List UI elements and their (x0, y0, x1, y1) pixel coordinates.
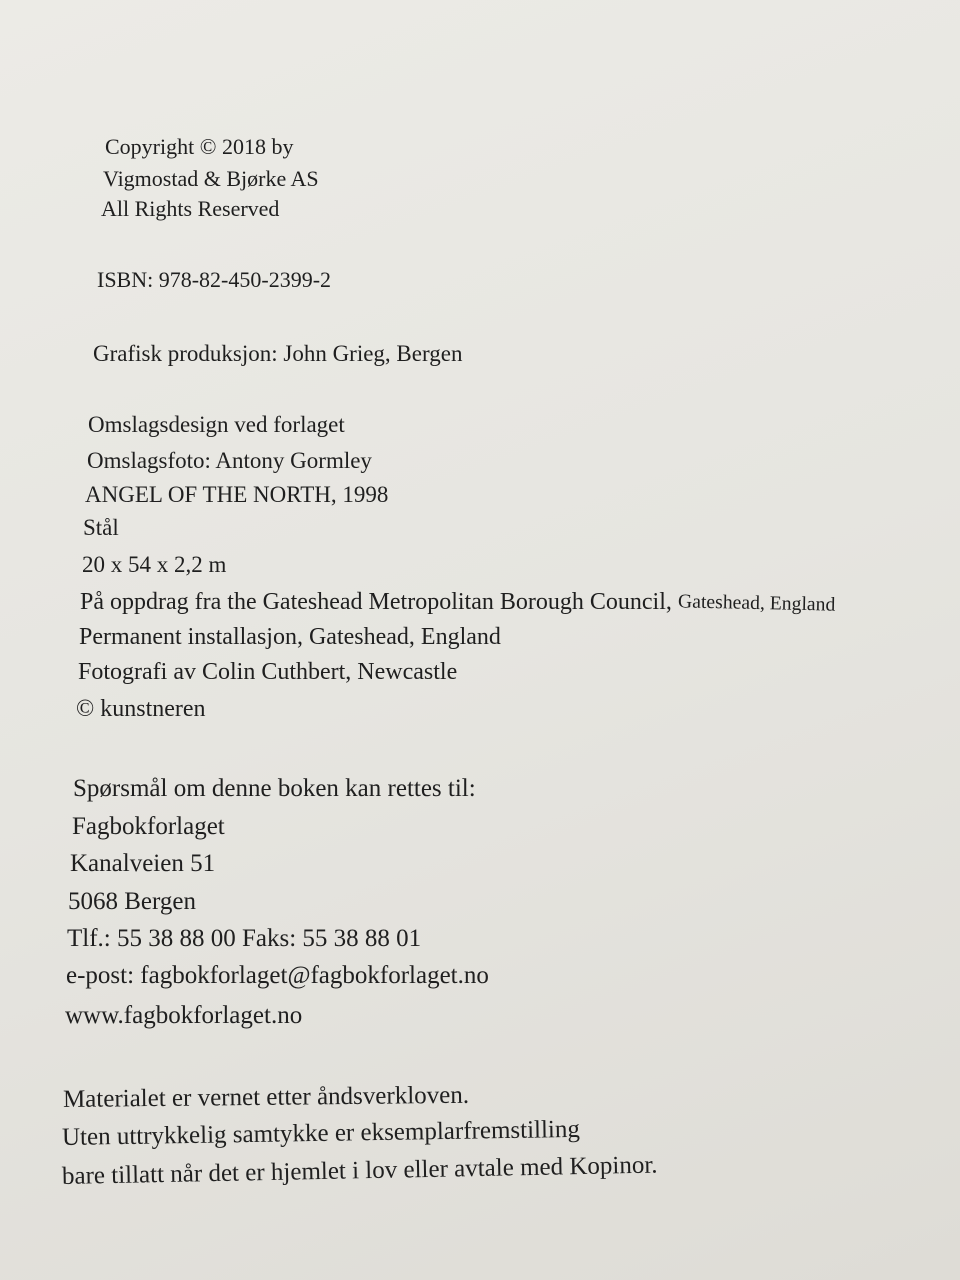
photographer-line: Fotografi av Colin Cuthbert, Newcastle (78, 659, 458, 685)
copyright-line: Copyright © 2018 by (105, 134, 294, 159)
publisher-line: Vigmostad & Bjørke AS (103, 166, 319, 191)
contact-phone: Tlf.: 55 38 88 00 Faks: 55 38 88 01 (67, 925, 422, 952)
contact-street: Kanalveien 51 (70, 850, 216, 877)
rights-line: All Rights Reserved (101, 196, 280, 221)
legal-line-1: Materialet er vernet etter åndsverkloven. (62, 1081, 470, 1113)
isbn: ISBN: 978-82-450-2399-2 (97, 267, 332, 292)
production-credit: Grafisk produksjon: John Grieg, Bergen (93, 341, 463, 366)
artwork-material: Stål (83, 515, 119, 540)
cover-photo: Omslagsfoto: Antony Gormley (87, 448, 372, 473)
installation-line: Permanent installasjon, Gateshead, England (79, 624, 501, 650)
cover-design: Omslagsdesign ved forlaget (88, 412, 345, 437)
contact-city: 5068 Bergen (68, 888, 196, 915)
commission-line (80, 590, 835, 614)
contact-name: Fagbokforlaget (72, 813, 225, 840)
contact-email: e-post: fagbokforlaget@fagbokforlaget.no (66, 962, 489, 989)
commission-text: På oppdrag fra the Gateshead Metropolitan Borough Council, (80, 589, 672, 615)
legal-line-3: bare tillatt når det er hjemlet i lov eller avtale med Kopinor. (61, 1151, 658, 1190)
artwork-dimensions: 20 x 54 x 2,2 m (82, 552, 227, 577)
legal-line-2: Uten uttrykkelig samtykke er eksemplarfremstilling (61, 1115, 581, 1151)
contact-website: www.fagbokforlaget.no (65, 1002, 303, 1029)
contact-intro: Spørsmål om denne boken kan rettes til: (73, 775, 476, 802)
artwork-title: ANGEL OF THE NORTH, 1998 (85, 482, 389, 507)
commission-location: Gateshead, England (677, 590, 836, 616)
artist-rights: © kunstneren (76, 696, 206, 722)
